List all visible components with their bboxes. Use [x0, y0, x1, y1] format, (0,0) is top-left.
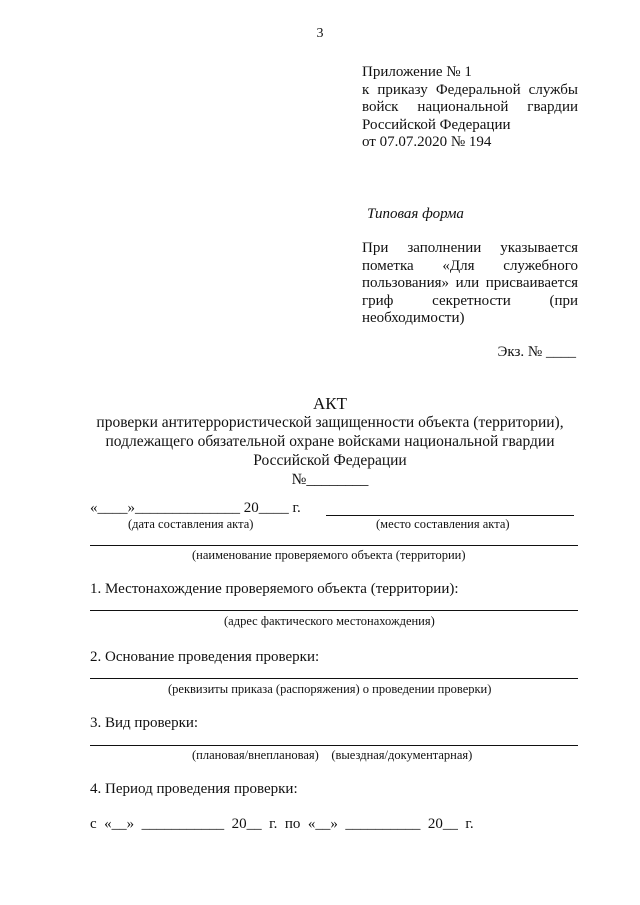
fill-note	[362, 240, 578, 328]
act-heading: АКТ	[313, 394, 347, 413]
appendix-line: Приложение № 1	[362, 64, 472, 80]
act-subtitle-line: подлежащего обязательной охране войсками национальной гвардии	[105, 433, 555, 450]
act-subtitle-line: Российской Федерации	[253, 452, 407, 469]
appendix-line: Российской Федерации	[362, 116, 511, 133]
act-subtitle-line: проверки антитеррористической защищенности объекта (территории),	[96, 414, 564, 431]
appendix-line: войск национальной гвардии	[362, 99, 578, 115]
section-caption: (реквизиты приказа (распоряжения) о проведении проверки)	[168, 682, 492, 696]
copy-number: Экз. № ____	[497, 344, 576, 360]
fill-note-line: При заполнении указывается	[362, 240, 578, 256]
date-caption: (дата составления акта)	[128, 517, 254, 531]
place-field-line[interactable]	[326, 515, 574, 516]
form-type-label: Типовая форма	[367, 206, 464, 222]
section-caption: (адрес фактического местонахождения)	[224, 614, 435, 628]
object-name-line[interactable]	[90, 545, 578, 546]
appendix-line: от 07.07.2020 № 194	[362, 134, 492, 150]
fill-note-line: необходимости)	[362, 310, 465, 326]
appendix-block	[362, 64, 578, 152]
section-title: 2. Основание проведения проверки:	[90, 649, 320, 665]
act-number: №________	[291, 471, 369, 488]
fill-note-line: пользования» или присваивается	[362, 275, 578, 291]
fill-note-line: гриф секретности (при	[362, 292, 578, 309]
section-caption: (плановая/внеплановая) (выездная/документарная)	[192, 748, 473, 762]
check-type-line[interactable]	[90, 745, 578, 746]
page-number: 3	[316, 26, 324, 41]
section-title: 3. Вид проверки:	[90, 715, 199, 731]
basis-line[interactable]	[90, 678, 578, 679]
place-caption: (место составления акта)	[376, 517, 510, 531]
fill-note-line: пометка «Для служебного	[362, 257, 578, 274]
section-title: 1. Местонахождение проверяемого объекта (территории):	[90, 581, 459, 597]
appendix-line: к приказу Федеральной службы	[362, 81, 578, 98]
act-title	[70, 394, 590, 489]
address-line[interactable]	[90, 610, 578, 611]
date-field[interactable]: «____»______________ 20____ г.	[90, 500, 301, 516]
period-row[interactable]: с «__» ___________ 20__ г. по «__» __________ 20__ г.	[90, 816, 474, 832]
section-title: 4. Период проведения проверки:	[90, 781, 298, 797]
object-caption: (наименование проверяемого объекта (территории)	[192, 548, 466, 562]
